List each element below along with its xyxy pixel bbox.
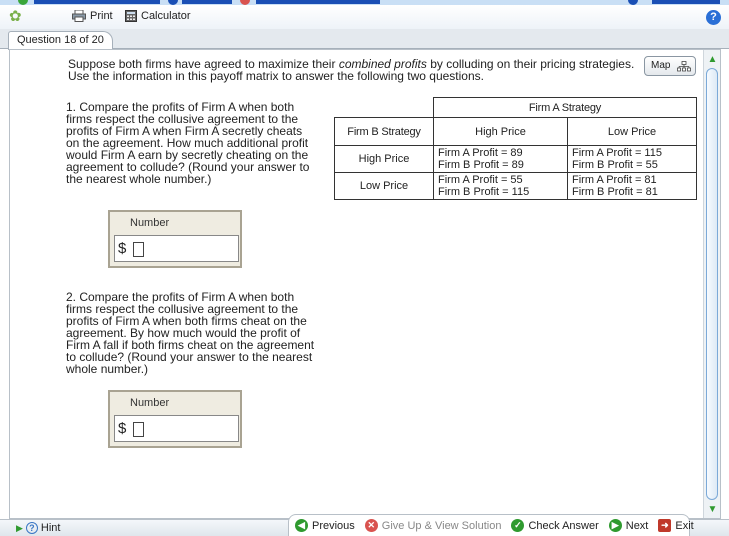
- map-label: Map: [651, 60, 671, 71]
- arrow-left-icon: ◀: [295, 519, 308, 532]
- status-block: [34, 0, 160, 4]
- table-row: [335, 146, 697, 173]
- answer-1-input[interactable]: [133, 242, 144, 257]
- firm-b-profit: Firm B Profit = 81: [572, 186, 658, 198]
- map-button[interactable]: [644, 56, 696, 76]
- next-label: Next: [625, 519, 649, 532]
- answer-2-currency: $: [118, 420, 127, 437]
- intro-text-after: by colluding on their pricing strategies. Use the information in this payoff matrix to answer the following two questions.: [68, 57, 635, 83]
- intro-text-emphasis: combined profits: [338, 57, 427, 71]
- firm-a-profit: Firm A Profit = 89: [438, 147, 523, 159]
- firm-a-profit: Firm A Profit = 115: [572, 147, 662, 159]
- expand-arrow-icon: ▶: [16, 522, 23, 533]
- payoff-cell: [434, 173, 568, 200]
- firm-b-profit: Firm B Profit = 115: [438, 186, 530, 198]
- give-up-label: Give Up & View Solution: [381, 519, 502, 532]
- printer-icon: [72, 10, 86, 22]
- intro-text: [68, 58, 658, 82]
- vertical-scrollbar[interactable]: [703, 50, 720, 518]
- exit-label: Exit: [675, 519, 694, 532]
- firm-b-profit: Firm B Profit = 89: [438, 159, 524, 171]
- tab-question[interactable]: Question 18 of 20: [8, 31, 113, 50]
- exit-button[interactable]: [658, 519, 693, 532]
- help-icon[interactable]: ?: [706, 10, 721, 25]
- give-up-button[interactable]: [365, 519, 502, 532]
- firm-a-strategy-header: Firm A Strategy: [434, 98, 697, 118]
- leaf-logo-icon: ✿: [9, 8, 22, 25]
- payoff-cell: [568, 173, 697, 200]
- check-answer-button[interactable]: [511, 519, 598, 532]
- arrow-right-icon: ▶: [609, 519, 622, 532]
- status-block: [182, 0, 232, 4]
- calculator-button[interactable]: [125, 10, 191, 22]
- check-answer-label: Check Answer: [528, 519, 599, 532]
- scroll-down-icon[interactable]: ▼: [707, 504, 718, 515]
- answer-2-label: Number: [130, 397, 170, 409]
- tab-bar: [0, 29, 729, 49]
- payoff-cell: [568, 146, 697, 173]
- table-row: [335, 173, 697, 200]
- firm-a-profit: Firm A Profit = 81: [572, 174, 657, 186]
- payoff-cell: [434, 146, 568, 173]
- firm-a-profit: Firm A Profit = 55: [438, 174, 523, 186]
- answer-box-2: [108, 390, 242, 448]
- hint-button[interactable]: [16, 522, 60, 534]
- cancel-icon: ✕: [365, 519, 378, 532]
- answer-2-field: [114, 415, 239, 442]
- calculator-icon: [125, 10, 137, 22]
- calculator-label: Calculator: [141, 10, 191, 22]
- intro-text-before: Suppose both firms have agreed to maximize their: [68, 57, 339, 71]
- question-content: [10, 50, 703, 518]
- question-frame: [9, 49, 721, 519]
- firm-b-strategy-header: Firm B Strategy: [335, 118, 434, 146]
- column-header-high-price: High Price: [434, 118, 568, 146]
- row-header-low-price: Low Price: [335, 173, 434, 200]
- checkmark-icon: ✓: [511, 519, 524, 532]
- hint-icon: ?: [26, 522, 38, 534]
- scroll-thumb[interactable]: [706, 68, 718, 500]
- answer-1-label: Number: [130, 217, 170, 229]
- print-button[interactable]: [72, 10, 113, 22]
- column-header-low-price: Low Price: [568, 118, 697, 146]
- sitemap-icon: [677, 61, 691, 72]
- print-label: Print: [90, 10, 113, 22]
- answer-2-input[interactable]: [133, 422, 144, 437]
- toolbar: [0, 5, 729, 29]
- status-block: [256, 0, 380, 4]
- previous-label: Previous: [312, 519, 355, 532]
- answer-box-1: [108, 210, 242, 268]
- previous-button[interactable]: [295, 519, 355, 532]
- answer-1-currency: $: [118, 240, 127, 257]
- scroll-up-icon[interactable]: ▲: [707, 54, 718, 65]
- status-block: [652, 0, 720, 4]
- payoff-matrix: [334, 97, 697, 200]
- hint-label: Hint: [40, 522, 61, 534]
- next-button[interactable]: [609, 519, 649, 532]
- row-header-high-price: High Price: [335, 146, 434, 173]
- question-2-text: 2. Compare the profits of Firm A when both firms respect the collusive agreement to the profits of Firm A when both firms cheat on the agreement. By how much would the profit of Firm A fall if both firms cheat on the agreement to collude? (Round your answer to the nearest whole number.): [66, 290, 315, 376]
- answer-1-field: [114, 235, 239, 262]
- exit-icon: ➜: [658, 519, 671, 532]
- question-1-text: 1. Compare the profits of Firm A when both firms respect the collusive agreement to the profits of Firm A when Firm A secretly cheats on the agreement. How much additional profit would Firm A earn by secretly cheating on the agreement to collude? (Round your answer to the nearest whole number.): [66, 100, 310, 186]
- navigation-bar: [288, 514, 694, 536]
- firm-b-profit: Firm B Profit = 55: [572, 159, 658, 171]
